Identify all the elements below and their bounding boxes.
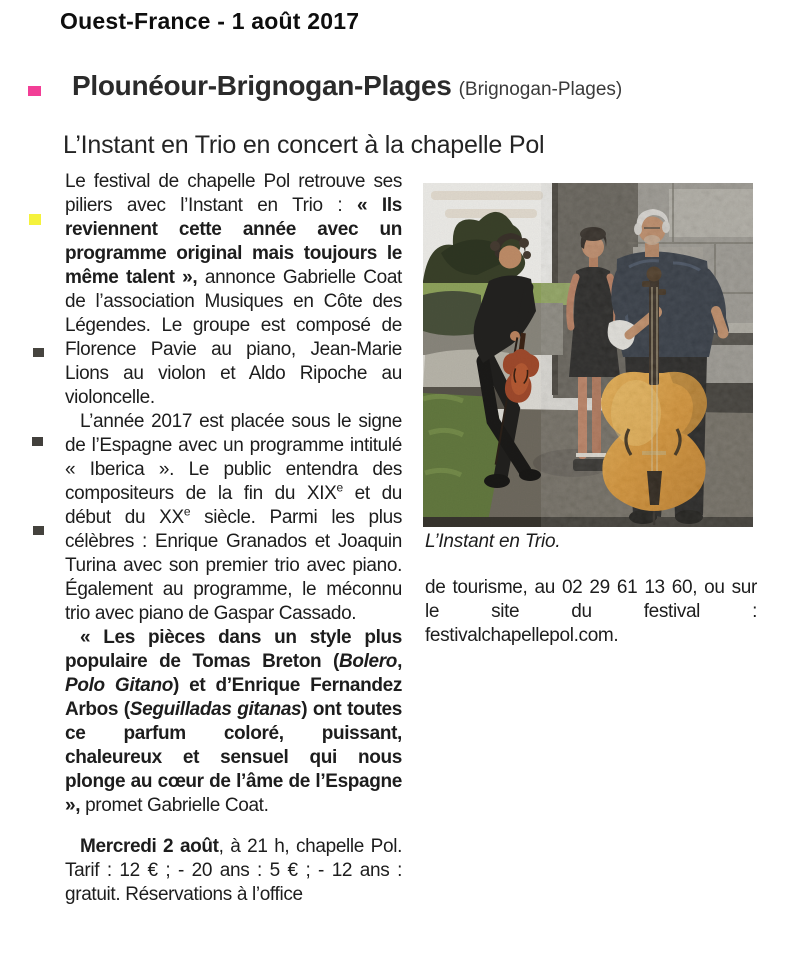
- yellow-highlight: [29, 214, 41, 225]
- text-segment: Bolero: [338, 651, 398, 672]
- trio-photo-illustration: [423, 183, 753, 527]
- pink-highlight: [28, 86, 41, 96]
- text-segment: siècle. Parmi les plus célèbres : Enrique Granados et Joaquin Turina avec son premier trio avec piano. Également au programme, le méconnu trio avec piano de Gaspar Cassado.: [65, 507, 403, 624]
- text-segment: e: [336, 480, 343, 495]
- text-segment: Seguilladas gitanas: [129, 699, 302, 720]
- scan-grain: [423, 183, 753, 527]
- gray-mark: [33, 526, 44, 535]
- text-segment: Polo Gitano: [65, 675, 173, 696]
- masthead-title: Ouest-France - 1 août 2017: [60, 8, 360, 34]
- text-segment: « Les pièces dans un style plus populaire de Tomas Breton (: [65, 627, 402, 672]
- text-segment: « Ils reviennent cette année avec un programme original mais toujours le même talent »,: [65, 195, 402, 288]
- headline-suffix: (Brignogan-Plages): [458, 79, 623, 100]
- article-body: [65, 170, 402, 907]
- text-segment: e: [183, 504, 191, 519]
- text-segment: Mercredi 2 août: [80, 836, 219, 857]
- gray-mark: [33, 348, 44, 357]
- article-title: L’Instant en Trio en concert à la chapelle Pol: [63, 131, 545, 159]
- text-segment: promet Gabrielle Coat.: [80, 795, 269, 816]
- headline-main: Plounéour-Brignogan-Plages: [72, 70, 452, 101]
- text-segment: et du début du XX: [65, 483, 403, 528]
- photo-caption: L’Instant en Trio.: [425, 531, 561, 552]
- text-segment: L’année 2017 est placée sous le signe de l’Espagne avec un programme intitulé « Iberica ». Le public entendra des compositeurs de la fin du XIX: [65, 411, 402, 504]
- paragraph-2: [65, 410, 402, 626]
- paragraph-4: [65, 835, 402, 907]
- text-segment: ,: [397, 651, 402, 672]
- gray-mark: [32, 437, 43, 446]
- paragraph-1: [65, 170, 402, 410]
- paragraph-3: [65, 626, 402, 818]
- text-segment: ) ont toutes ce parfum coloré, puissant, chaleureux et sensuel qui nous plonge au cœur de l’âme de l’Espagne »,: [65, 699, 402, 816]
- text-segment: , à 21 h, chapelle Pol. Tarif : 12 € ; - 20 ans : 5 € ; - 12 ans : gratuit. Réservations à l’office: [65, 836, 403, 905]
- text-segment: Le festival de chapelle Pol retrouve ses piliers avec l’Instant en Trio :: [65, 171, 402, 216]
- article-photo: [423, 183, 753, 527]
- headline: [72, 70, 622, 102]
- text-segment: ) et d’Enrique Fernandez Arbos (: [65, 675, 402, 720]
- text-segment: annonce Gabrielle Coat de l’association Musiques en Côte des Légendes. Le groupe est composé de Florence Pavie au piano, Jean-Marie Lions au violon et Aldo Ripoche au violoncelle.: [65, 267, 402, 408]
- article-continuation: de tourisme, au 02 29 61 13 60, ou sur le site du festival : festivalchapellepol.com.: [425, 577, 757, 646]
